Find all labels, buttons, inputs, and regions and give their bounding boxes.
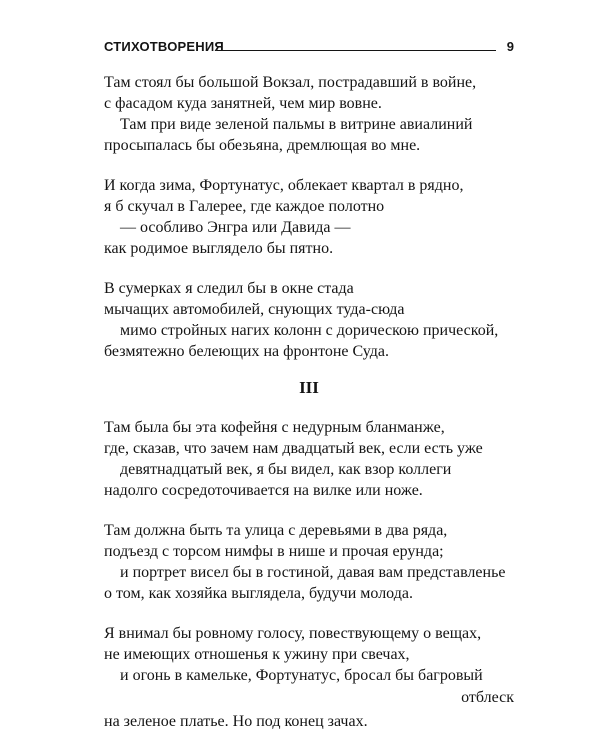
verse-line: и портрет висел бы в гостиной, давая вам представленье [120,564,506,581]
header-rule [217,50,496,51]
verse-line: о том, как хозяйка выглядела, будучи молода. [104,585,413,602]
verse-line: Там была бы эта кофейня с недурным бланманже, [104,419,445,436]
verse-line: подъезд с торсом нимфы в нише и прочая ерунда; [104,543,444,560]
verse-line: мимо стройных нагих колонн с дорическою прической, [120,322,499,339]
verse-line: Там стоял бы большой Вокзал, пострадавший в войне, [104,74,477,91]
verse-line: девятнадцатый век, я бы видел, как взор коллеги [120,461,452,478]
verse-line: не имеющих отношенья к ужину при свечах, [104,646,410,663]
verse-line: В сумерках я следил бы в окне стада [104,280,354,297]
verse-line: просыпалась бы обезьяна, дремлющая во мне. [104,137,421,154]
verse-line: надолго сосредоточивается на вилке или ноже. [104,482,423,499]
verse-line: — особливо Энгра или Давида — [120,219,351,236]
verse-line: Там при виде зеленой пальмы в витрине авиалиний [120,116,473,133]
verse-line: Там должна быть та улица с деревьями в два ряда, [104,522,448,539]
verse-line: где, сказав, что зачем нам двадцатый век, если есть уже [104,440,483,457]
verse-line: Я внимал бы ровному голосу, повествующему о вещах, [104,625,482,642]
page-number: 9 [506,39,514,54]
verse-line: на зеленое платье. Но под конец зачах. [104,713,368,730]
header-title: СТИХОТВОРЕНИЯ [104,39,224,54]
verse-line: И когда зима, Фортунатус, облекает квартал в рядно, [104,177,464,194]
verse-line: с фасадом куда занятней, чем мир вовне. [104,95,382,112]
verse-line: как родимое выглядело бы пятно. [104,240,334,257]
verse-line-continuation: отблеск [461,689,514,706]
verse-line: я б скучал в Галерее, где каждое полотно [104,198,385,215]
verse-line: безмятежно белеющих на фронтоне Суда. [104,343,390,360]
verse-line: мычащих автомобилей, снующих туда-сюда [104,301,405,318]
running-head [104,38,514,58]
verse-line: и огонь в камельке, Фортунатус, бросал бы багровый [120,667,483,684]
section-heading: III [299,378,319,397]
